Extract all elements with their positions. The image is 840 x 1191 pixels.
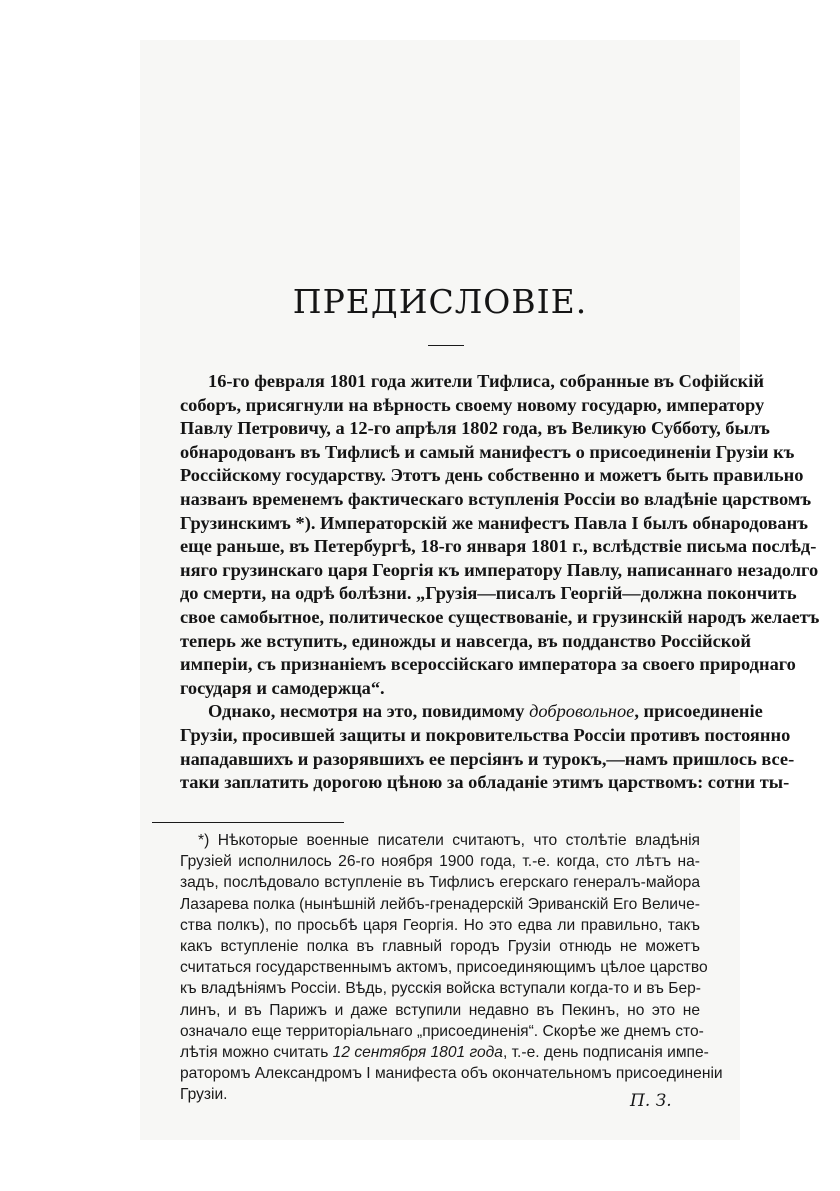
text-line: еще раньше, въ Петербургѣ, 18-го января 1801 г., вслѣдствіе письма послѣд-	[180, 536, 817, 557]
text-line: теперь же вступить, единожды и навсегда, въ подданство Россійской	[180, 630, 751, 651]
text-line: обнародованъ въ Тифлисѣ и самый манифестъ о присоединеніи Грузіи къ	[180, 441, 795, 462]
emphasized-word: добровольное	[529, 701, 635, 722]
footnote-line: означало еще территоріальнаго „присоединенія“. Скорѣе же днемъ сто-	[180, 1022, 704, 1040]
text-line: Россійскому государству. Этотъ день собственно и можетъ быть правильно	[180, 465, 804, 486]
footnote-line: раторомъ Александромъ I манифеста объ окончательномъ присоединеніи	[180, 1065, 723, 1083]
text-line: 16-го февраля 1801 года жители Тифлиса, собранные въ Софійскій	[208, 371, 764, 391]
footnote-line: къ владѣніямъ Россіи. Вѣдь, русскія войска вступали когда-то и въ Бер-	[180, 980, 702, 998]
footnote-line: *) Нѣкоторые военные писатели считаютъ, что столѣтіе владѣнія	[198, 832, 700, 849]
footnote-line: Грузіей исполнилось 26-го ноября 1900 года, т.-е. когда, сто лѣтъ на-	[180, 853, 700, 871]
footnote-divider	[152, 822, 344, 823]
footnote-line: какъ вступленіе полка въ главный городъ Грузіи отнюдь не можетъ	[180, 938, 700, 956]
text-run: Однако, несмотря на это, повидимому	[208, 701, 525, 722]
book-page	[140, 40, 820, 1140]
text-run: , т.-е. день подписанія импе-	[502, 1044, 709, 1062]
text-line	[180, 700, 763, 724]
text-line: свое самобытное, политическое существованіе, и грузинскій народъ желаетъ	[180, 606, 820, 627]
text-line: Грузинскимъ *). Императорскій же манифестъ Павла I былъ обнародованъ	[180, 512, 808, 533]
text-line: Грузіи, просившей защиты и покровительства Россіи противъ постоянно	[180, 724, 791, 745]
emphasized-date: 12 сентября 1801 года	[332, 1044, 503, 1062]
text-run: , присоединеніе	[634, 701, 763, 722]
author-initials: П. З.	[630, 1091, 672, 1111]
main-text	[180, 370, 820, 795]
footnote-line	[180, 1042, 709, 1063]
text-line: до смерти, на одрѣ болѣзни. „Грузія—писалъ Георгій—должна покончить	[180, 583, 797, 604]
text-line: названъ временемъ фактическаго вступленія Россіи во владѣніе царствомъ	[180, 488, 812, 509]
title-divider	[428, 345, 464, 346]
page-title: ПРЕДИСЛОВІЕ.	[292, 282, 588, 321]
text-line: имперіи, съ признаніемъ всероссійскаго императора за своего природнаго	[180, 654, 796, 675]
footnote	[180, 830, 723, 1106]
footnote-line: Лазарева полка (нынѣшній лейбъ-гренадерскій Эриванскій Его Величе-	[180, 895, 700, 913]
paragraph-1	[180, 370, 820, 700]
footnote-line: Грузіи.	[180, 1086, 228, 1104]
text-line: нападавшихъ и разорявшихъ ее персіянъ и турокъ,—намъ пришлось все-	[180, 748, 795, 769]
footnote-line: линъ, и въ Парижъ и даже вступили недавно въ Пекинъ, но это не	[180, 1001, 700, 1019]
text-line: государя и самодержца“.	[180, 677, 385, 698]
text-line: Павлу Петровичу, а 12-го апрѣля 1802 года, въ Великую Субботу, былъ	[180, 418, 770, 439]
paragraph-2	[180, 700, 795, 794]
text-run: лѣтія можно считать	[180, 1044, 329, 1062]
footnote-line: ства полкъ), по просьбѣ царя Георгія. Но это едва ли правильно, такъ	[180, 916, 700, 934]
footnote-line: считаться государственнымъ актомъ, присоединяющимъ цѣлое царство	[180, 959, 708, 977]
text-line: соборъ, присягнули на вѣрность своему новому государю, императору	[180, 394, 765, 415]
text-line: няго грузинскаго царя Георгія къ императору Павлу, написаннаго незадолго	[180, 559, 819, 580]
footnote-line: задъ, послѣдовало вступленіе въ Тифлисъ егерскаго генералъ-майора	[180, 874, 700, 892]
text-line: таки заплатить дорогою цѣною за обладаніе этимъ царствомъ: сотни ты-	[180, 772, 790, 793]
